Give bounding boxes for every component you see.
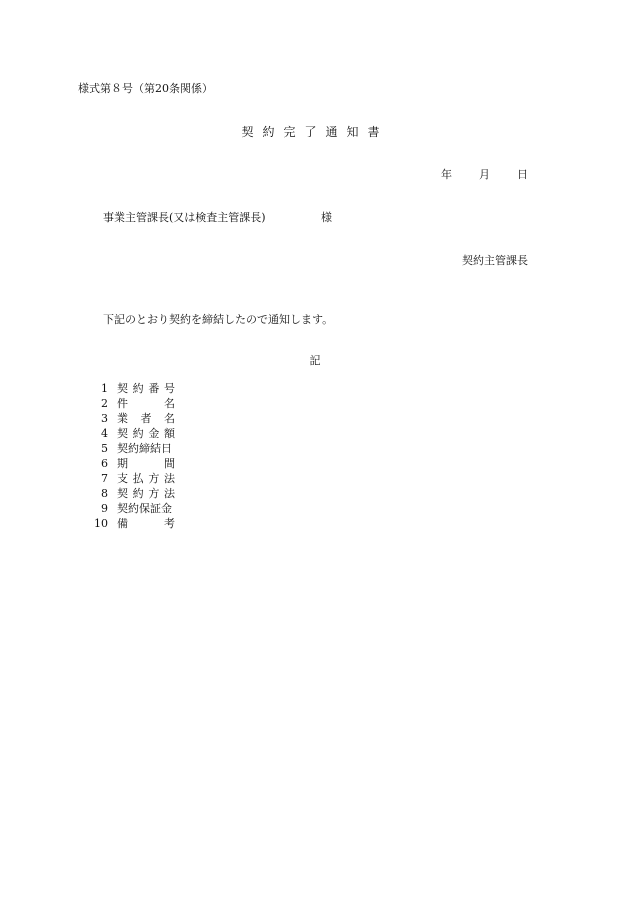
list-item — [88, 441, 175, 456]
items-list — [88, 381, 175, 531]
date-line — [441, 166, 528, 182]
item-number: 1 — [101, 382, 108, 395]
date-month-label: 月 — [479, 168, 490, 181]
body-text: 下記のとおり契約を締結したので通知します。 — [103, 313, 334, 326]
addressee: 事業主管課長(又は検査主管課長) — [103, 211, 266, 224]
date-year-label: 年 — [441, 168, 452, 181]
item-label: 業 者 名 — [117, 412, 175, 425]
item-label: 契 約 金 額 — [117, 427, 175, 440]
list-item — [88, 426, 175, 441]
item-number: 4 — [101, 427, 108, 440]
sender: 契約主管課長 — [462, 254, 528, 267]
item-label: 備 考 — [117, 517, 175, 530]
item-number: 8 — [101, 487, 108, 500]
list-item — [88, 471, 175, 486]
list-item — [88, 501, 175, 516]
item-label: 契 約 締 結 日 — [117, 442, 172, 455]
item-label: 期 間 — [117, 457, 175, 470]
item-label: 支 払 方 法 — [117, 472, 175, 485]
item-number: 10 — [94, 517, 108, 530]
date-day-label: 日 — [517, 168, 528, 181]
item-number: 6 — [101, 457, 108, 470]
item-number: 7 — [101, 472, 108, 485]
list-item — [88, 456, 175, 471]
item-label: 契 約 方 法 — [117, 487, 175, 500]
item-label: 件 名 — [117, 397, 175, 410]
honorific: 様 — [321, 211, 332, 224]
list-item — [88, 516, 175, 531]
item-number: 5 — [101, 442, 108, 455]
item-number: 9 — [101, 502, 108, 515]
item-label: 契 約 保 証 金 — [117, 502, 172, 515]
document-title: 契約完了通知書 — [241, 125, 389, 139]
item-number: 2 — [101, 397, 108, 410]
item-number: 3 — [101, 412, 108, 425]
list-item — [88, 486, 175, 501]
form-number: 様式第８号（第20条関係） — [78, 82, 213, 95]
list-item — [88, 396, 175, 411]
list-item — [88, 381, 175, 396]
item-label: 契 約 番 号 — [117, 382, 175, 395]
ki-heading: 記 — [309, 354, 321, 367]
list-item — [88, 411, 175, 426]
